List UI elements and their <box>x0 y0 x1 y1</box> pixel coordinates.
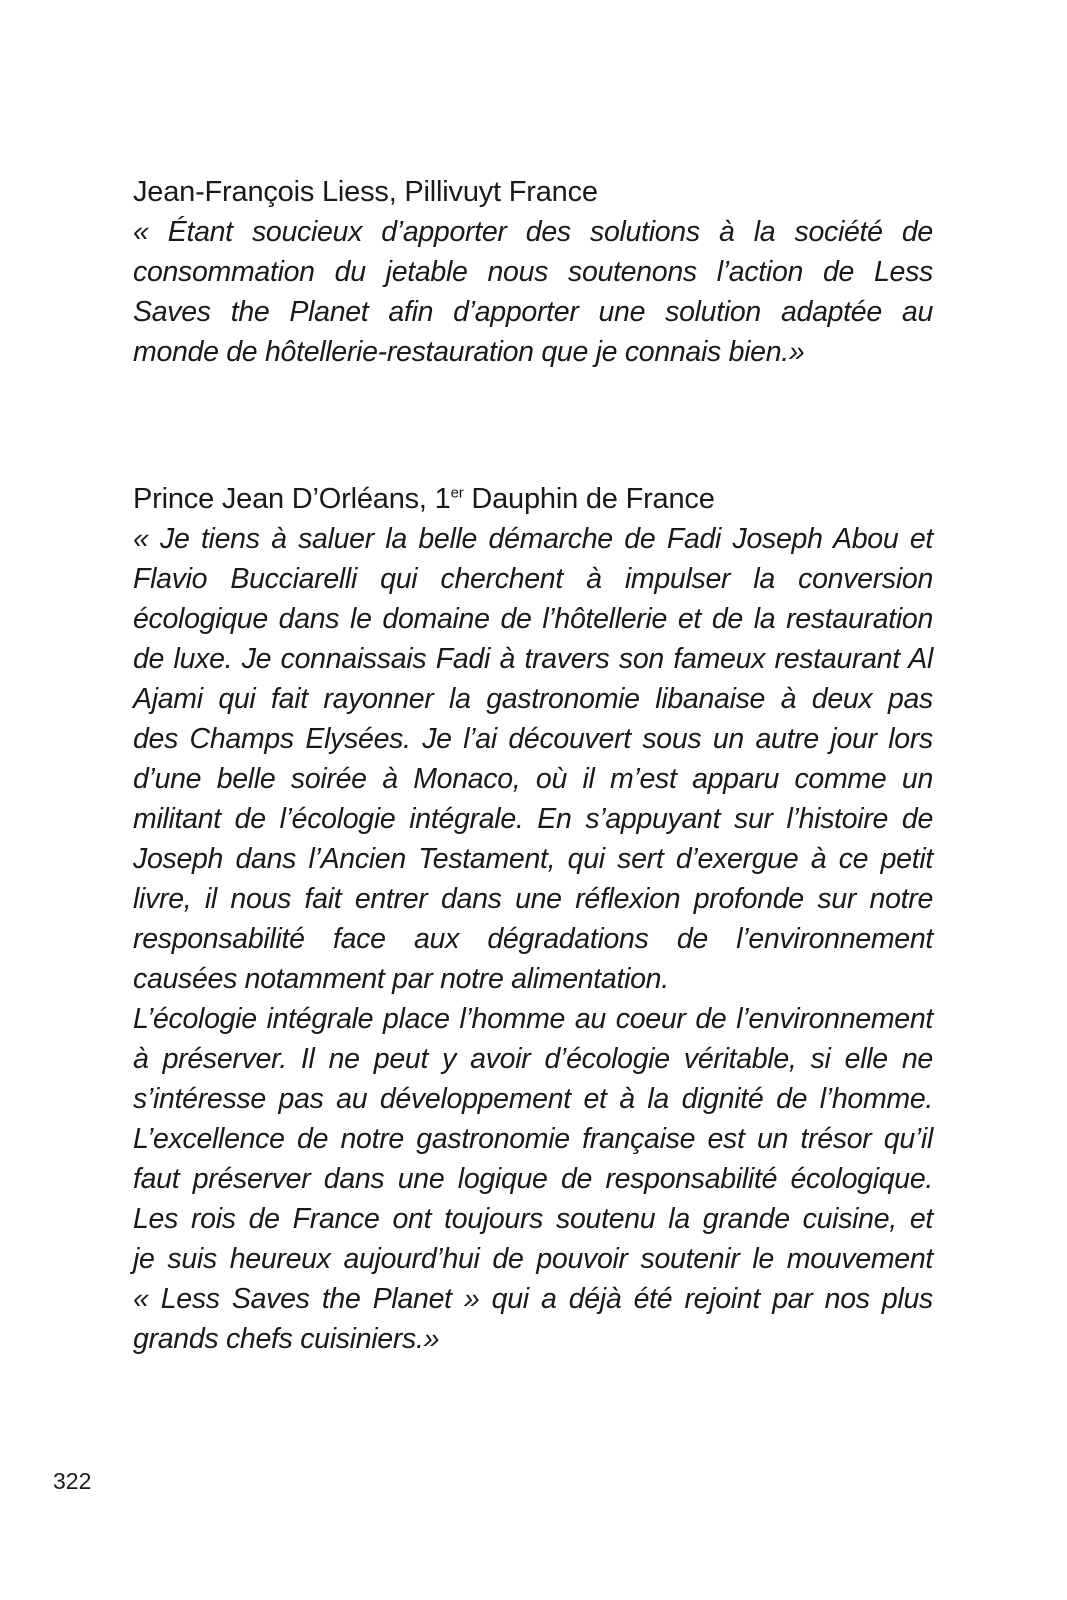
quote-line: consommation du jetable nous soutenons l’action de Less <box>133 256 933 288</box>
quote-line: livre, il nous fait entrer dans une réflexion profonde sur notre <box>133 883 933 915</box>
quote-line: Les rois de France ont toujours soutenu la grande cuisine, et <box>133 1203 933 1235</box>
testimonial-prince-jean <box>133 479 933 1359</box>
quote-line: je suis heureux aujourd’hui de pouvoir soutenir le mouvement <box>133 1243 933 1275</box>
testimonial-author <box>133 479 933 519</box>
quote-line: Saves the Planet afin d’apporter une solution adaptée au <box>133 296 933 328</box>
quote-line: « Less Saves the Planet » qui a déjà été rejoint par nos plus <box>133 1283 933 1315</box>
quote-line: L’excellence de notre gastronomie française est un trésor qu’il <box>133 1123 933 1155</box>
quote-line: s’intéresse pas au développement et à la dignité de l’homme. <box>133 1083 933 1115</box>
quote-line: faut préserver dans une logique de responsabilité écologique. <box>133 1163 933 1195</box>
quote-line: monde de hôtellerie-restauration que je connais bien.» <box>133 336 805 368</box>
testimonial-quote <box>133 212 933 372</box>
testimonial-quote <box>133 519 933 1359</box>
quote-line: Joseph dans l’Ancien Testament, qui sert d’exergue à ce petit <box>133 843 933 875</box>
testimonial-pillivuyt <box>133 172 933 372</box>
testimonial-author: Jean-François Liess, Pillivuyt France <box>133 176 598 208</box>
author-superscript: er <box>450 484 464 502</box>
quote-line: de luxe. Je connaissais Fadi à travers son fameux restaurant Al <box>133 643 933 675</box>
page-number: 322 <box>53 1468 92 1494</box>
quote-line: « Étant soucieux d’apporter des solutions à la société de <box>133 216 933 248</box>
quote-line: écologique dans le domaine de l’hôtellerie et de la restauration <box>133 603 933 635</box>
author-name: Prince Jean D’Orléans, 1 <box>133 483 451 515</box>
quote-line: Flavio Bucciarelli qui cherchent à impulser la conversion <box>133 563 933 595</box>
quote-line: L’écologie intégrale place l’homme au coeur de l’environnement <box>133 1003 933 1035</box>
quote-line: des Champs Elysées. Je l’ai découvert sous un autre jour lors <box>133 723 933 755</box>
quote-line: Ajami qui fait rayonner la gastronomie libanaise à deux pas <box>133 683 933 715</box>
quote-line: causées notamment par notre alimentation. <box>133 963 669 995</box>
quote-line: « Je tiens à saluer la belle démarche de Fadi Joseph Abou et <box>133 523 933 555</box>
quote-line: à préserver. Il ne peut y avoir d’écologie véritable, si elle ne <box>133 1043 933 1075</box>
author-title: Dauphin de France <box>463 483 715 515</box>
quote-line: d’une belle soirée à Monaco, où il m’est apparu comme un <box>133 763 933 795</box>
quote-line: grands chefs cuisiniers.» <box>133 1323 440 1355</box>
quote-line: responsabilité face aux dégradations de l’environnement <box>133 923 933 955</box>
quote-line: militant de l’écologie intégrale. En s’appuyant sur l’histoire de <box>133 803 933 835</box>
